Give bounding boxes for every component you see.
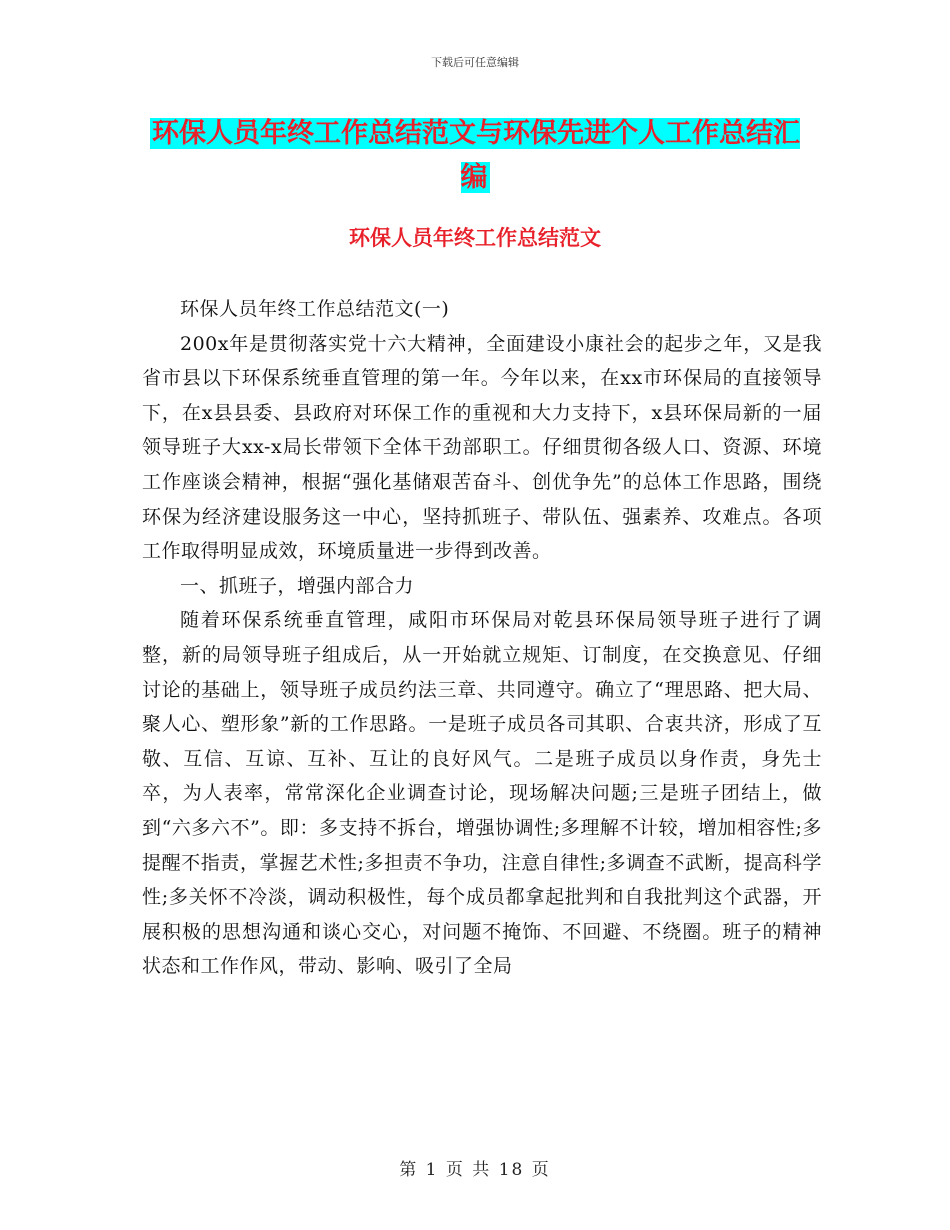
document-title: [150, 112, 800, 200]
page-number: 第 1 页 共 18 页: [399, 1160, 551, 1180]
paragraph-subtitle: 环保人员年终工作总结范文(一): [180, 298, 450, 320]
document-body: [142, 292, 822, 984]
paragraph-body-1: 随着环保系统垂直管理，咸阳市环保局对乾县环保局领导班子进行了调整，新的局领导班子组成后，从一开始就立规矩、订制度，在交换意见、仔细讨论的基础上，领导班子成员约法三章、共同遵守。确立了“理思路、把大局、聚人心、塑形象”新的工作思路。一是班子成员各司其职、合衷共济，形成了互敬、互信、互谅、互补、互让的良好风气。二是班子成员以身作责，身先士卒，为人表率，常常深化企业调查讨论，现场解决问题;三是班子团结上，做到“六多六不”。即：多支持不拆台，增强协调性;多理解不计较，增加相容性;多提醒不指责，掌握艺术性;多担责不争功，注意自律性;多调查不武断，提高科学性;多关怀不冷淡，调动积极性，每个成员都拿起批判和自我批判这个武器，开展积极的思想沟通和谈心交心，对问题不掩饰、不回避、不绕圈。班子的精神状态和工作作风，带动、影响、吸引了全局: [142, 609, 822, 978]
header-note: 下载后可任意编辑: [431, 56, 519, 69]
paragraph-heading-1: 一、抓班子，增强内部合力: [180, 574, 415, 597]
document-title-text: 环保人员年终工作总结范文与环保先进个人工作总结汇编: [152, 118, 800, 193]
section-title: 环保人员年终工作总结范文: [349, 226, 601, 250]
paragraph-intro: 200x年是贯彻落实党十六大精神，全面建设小康社会的起步之年，又是我省市县以下环保系统垂直管理的第一年。今年以来，在xx市环保局的直接领导下，在x县县委、县政府对环保工作的重视和大力支持下，x县环保局新的一届领导班子大xx-x局长带领下全体干劲部职工。仔细贯彻各级人口、资源、环境工作座谈会精神，根据“强化基储艰苦奋斗、创优争先”的总体工作思路，围绕环保为经济建设服务这一中心，坚持抓班子、带队伍、强素养、攻难点。各项工作取得明显成效，环境质量进一步得到改善。: [142, 332, 822, 563]
